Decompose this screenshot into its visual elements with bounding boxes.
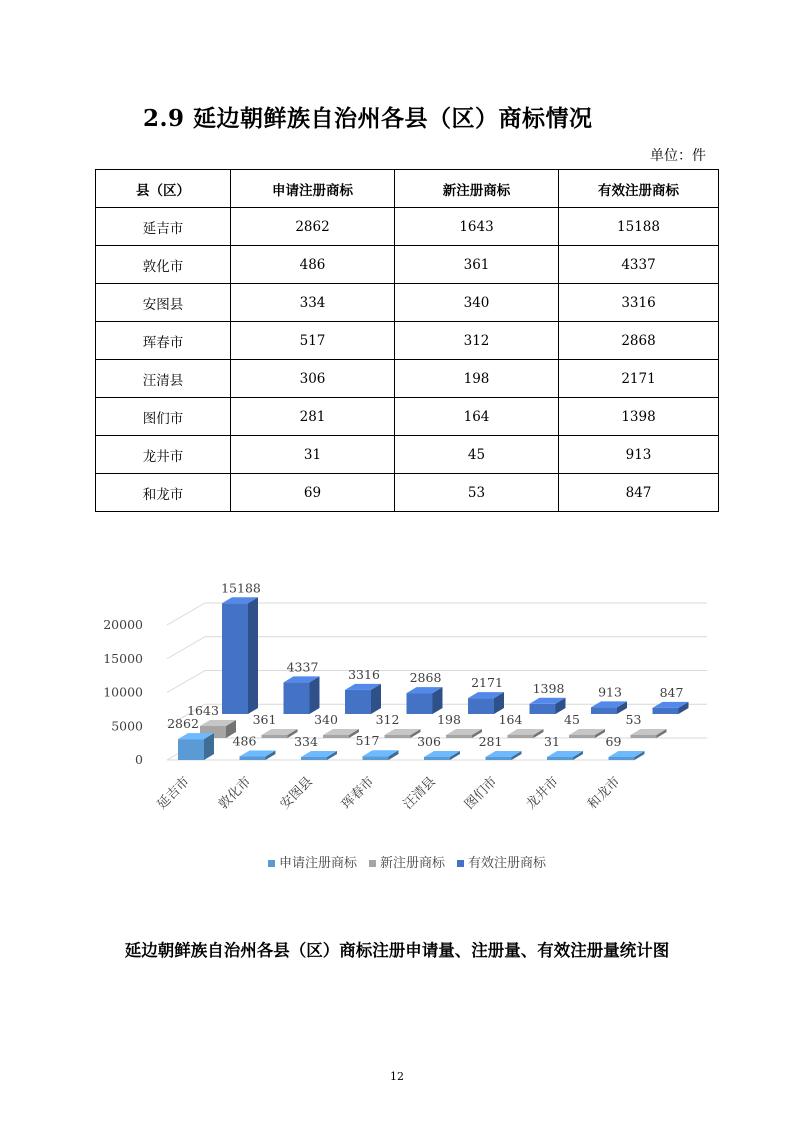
bar-front [323, 735, 349, 738]
value-cell: 198 [395, 360, 559, 398]
bar-side [248, 597, 258, 714]
data-label: 361 [252, 712, 277, 727]
county-cell: 延吉市 [96, 208, 231, 246]
value-cell: 306 [231, 360, 395, 398]
bar-front [363, 756, 389, 760]
header-valid: 有效注册商标 [559, 170, 719, 208]
bar-front [530, 704, 556, 714]
chart-legend [95, 852, 719, 871]
value-cell: 69 [231, 474, 395, 512]
value-cell: 486 [231, 246, 395, 284]
bar-front [222, 603, 248, 714]
value-cell: 847 [559, 474, 719, 512]
category-label: 敦化市 [216, 774, 255, 813]
table-row [96, 322, 719, 360]
bar-front [468, 698, 494, 714]
value-cell: 2868 [559, 322, 719, 360]
county-cell: 汪清县 [96, 360, 231, 398]
chart-caption: 延边朝鲜族自治州各县（区）商标注册申请量、注册量、有效注册量统计图 [124, 941, 670, 960]
data-label: 486 [232, 733, 257, 749]
gridline-side [167, 671, 205, 693]
table-row [96, 284, 719, 322]
value-cell: 31 [231, 436, 395, 474]
value-cell: 3316 [559, 284, 719, 322]
bar-front [284, 682, 310, 714]
data-label: 31 [544, 734, 560, 749]
value-cell: 913 [559, 436, 719, 474]
legend-label: 申请注册商标 [278, 856, 357, 871]
legend-swatch [457, 860, 464, 867]
county-cell: 敦化市 [96, 246, 231, 284]
bar-front [591, 707, 617, 714]
value-cell: 2171 [559, 360, 719, 398]
data-label: 45 [564, 712, 580, 727]
data-label: 198 [437, 712, 461, 727]
data-label: 1398 [532, 680, 565, 696]
value-cell: 517 [231, 322, 395, 360]
legend-item [369, 852, 445, 871]
y-tick-label: 10000 [103, 684, 143, 700]
value-cell: 281 [231, 398, 395, 436]
data-label: 281 [478, 734, 503, 749]
legend-swatch [369, 860, 376, 867]
unit-label: 单位：件 [650, 148, 706, 164]
data-label: 334 [294, 734, 318, 749]
table-row [96, 398, 719, 436]
data-label: 164 [498, 712, 523, 727]
bar-front [446, 735, 472, 738]
data-label: 2171 [471, 675, 503, 691]
header-county: 县（区） [96, 170, 231, 208]
table-row [96, 246, 719, 284]
bar-front [407, 693, 433, 714]
legend-swatch [268, 860, 275, 867]
gridline-side [167, 637, 205, 659]
category-label: 和龙市 [585, 774, 624, 813]
bar-front [301, 757, 327, 760]
county-cell: 图们市 [96, 398, 231, 436]
category-label: 龙井市 [523, 774, 562, 813]
gridline-side [167, 603, 205, 625]
header-new: 新注册商标 [395, 170, 559, 208]
data-label: 312 [375, 712, 400, 727]
data-label: 2862 [167, 716, 199, 732]
bar-front [345, 690, 371, 714]
table-header-row [96, 170, 719, 208]
county-cell: 安图县 [96, 284, 231, 322]
value-cell: 164 [395, 398, 559, 436]
data-label: 3316 [348, 666, 380, 682]
data-label: 517 [355, 733, 380, 749]
legend-label: 新注册商标 [379, 856, 445, 871]
bar-front [609, 757, 635, 760]
table-row [96, 436, 719, 474]
bar-front [547, 757, 573, 760]
data-label: 53 [625, 712, 642, 727]
bar-front [385, 735, 411, 738]
y-tick-label: 20000 [103, 617, 143, 632]
trademark-table [95, 169, 719, 512]
bar-front [486, 757, 512, 760]
legend-item [457, 852, 546, 871]
data-label: 69 [605, 734, 622, 749]
bar-front [240, 756, 266, 760]
data-label: 2868 [409, 670, 442, 686]
y-tick-label: 5000 [111, 718, 143, 734]
value-cell: 15188 [559, 208, 719, 246]
bar-front [653, 708, 679, 714]
legend-label: 有效注册商标 [468, 856, 547, 871]
trademark-chart [95, 560, 719, 890]
value-cell: 340 [395, 284, 559, 322]
bar-front [631, 735, 657, 738]
table-row [96, 208, 719, 246]
value-cell: 312 [395, 322, 559, 360]
value-cell: 2862 [231, 208, 395, 246]
bar-front [508, 735, 534, 738]
category-label: 珲春市 [339, 774, 378, 813]
value-cell: 53 [395, 474, 559, 512]
county-cell: 龙井市 [96, 436, 231, 474]
page-title: 2.9 延边朝鲜族自治州各县（区）商标情况 [143, 105, 593, 132]
data-label: 913 [598, 684, 622, 700]
value-cell: 4337 [559, 246, 719, 284]
data-label: 4337 [286, 659, 319, 675]
bar-front [569, 735, 595, 738]
category-label: 图们市 [462, 774, 501, 813]
data-label: 15188 [221, 580, 261, 596]
category-label: 安图县 [277, 774, 316, 813]
category-label: 延吉市 [154, 774, 193, 813]
y-tick-label: 0 [135, 752, 143, 767]
value-cell: 1643 [395, 208, 559, 246]
y-tick-label: 15000 [103, 650, 143, 666]
value-cell: 361 [395, 246, 559, 284]
data-label: 340 [314, 712, 338, 727]
category-label: 汪清县 [400, 774, 439, 813]
data-label: 847 [659, 684, 684, 700]
bar-side [310, 676, 320, 714]
county-cell: 珲春市 [96, 322, 231, 360]
bar-front [424, 757, 450, 760]
table-row [96, 360, 719, 398]
data-label: 306 [417, 734, 441, 749]
legend-item [268, 852, 357, 871]
data-label: 1643 [187, 703, 219, 719]
chart-svg [95, 560, 719, 890]
bar-front [262, 735, 288, 738]
bar-front [178, 739, 204, 760]
page-number: 12 [390, 1070, 404, 1083]
header-applied: 申请注册商标 [231, 170, 395, 208]
table-row [96, 474, 719, 512]
value-cell: 1398 [559, 398, 719, 436]
value-cell: 334 [231, 284, 395, 322]
county-cell: 和龙市 [96, 474, 231, 512]
value-cell: 45 [395, 436, 559, 474]
